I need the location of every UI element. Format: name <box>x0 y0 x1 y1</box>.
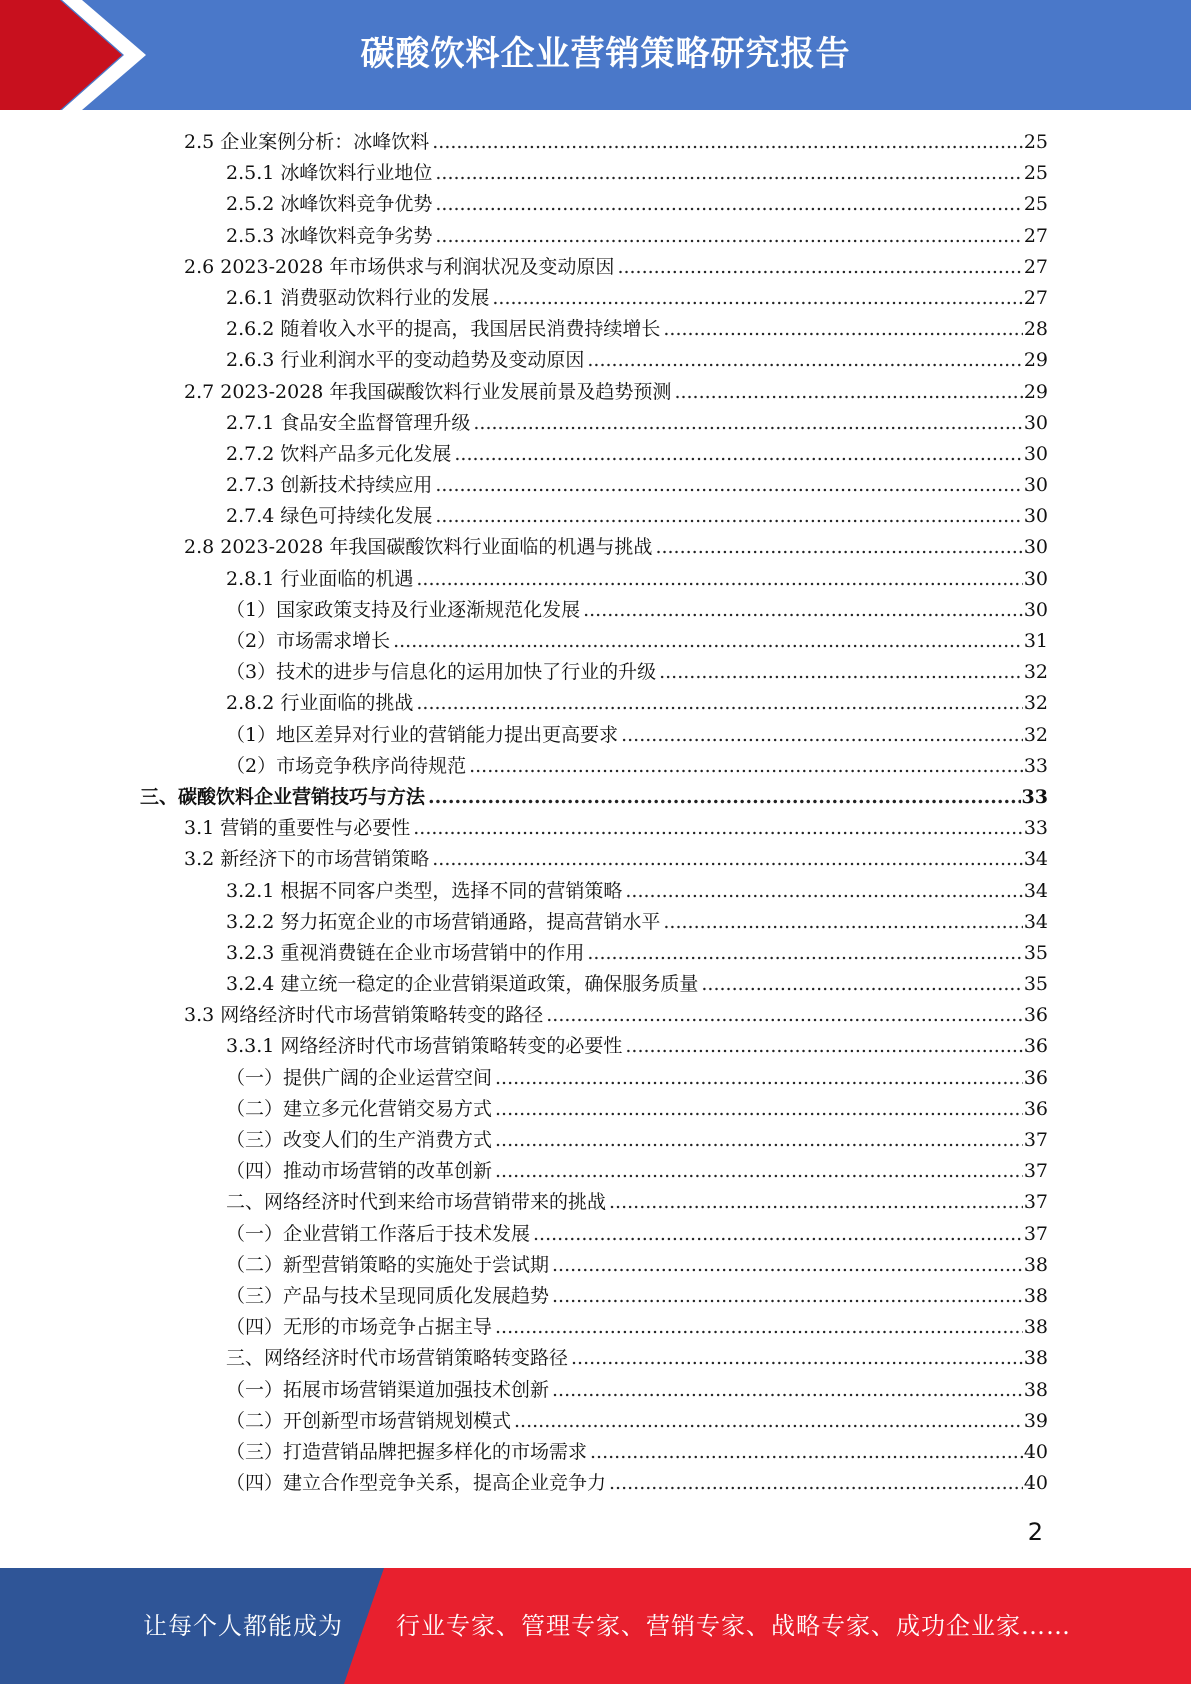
toc-entry[interactable] <box>140 1187 1048 1218</box>
toc-entry-label: 2.6.2 随着收入水平的提高，我国居民消费持续增长 <box>226 318 661 341</box>
toc-dot-leader <box>492 283 1022 314</box>
toc-dot-leader <box>495 1063 1023 1094</box>
toc-entry-page: 32 <box>1023 661 1048 684</box>
toc-entry-page: 36 <box>1023 1066 1048 1089</box>
toc-dot-leader <box>435 501 1022 532</box>
toc-entry[interactable] <box>140 1406 1048 1437</box>
toc-entry-page: 30 <box>1023 442 1048 465</box>
toc-entry[interactable] <box>140 1156 1048 1187</box>
page-number: 2 <box>1027 1518 1043 1546</box>
toc-entry[interactable] <box>140 1000 1048 1031</box>
toc-entry-label: （1）地区差异对行业的营销能力提出更高要求 <box>226 723 619 746</box>
toc-entry-label: （一）拓展市场营销渠道加强技术创新 <box>226 1378 550 1401</box>
toc-entry[interactable] <box>140 1063 1048 1094</box>
toc-entry-page: 33 <box>1023 754 1048 777</box>
toc-entry-label: 2.7.4 绿色可持续化发展 <box>226 505 433 528</box>
toc-entry[interactable] <box>140 1343 1048 1374</box>
toc-entry-label: 2.6 2023-2028 年市场供求与利润状况及变动原因 <box>184 255 615 278</box>
toc-dot-leader <box>590 1437 1023 1468</box>
toc-entry-page: 39 <box>1023 1409 1048 1432</box>
toc-dot-leader <box>701 969 1022 1000</box>
toc-entry-label: 2.6.3 行业利润水平的变动趋势及变动原因 <box>226 349 585 372</box>
toc-dot-leader <box>674 377 1022 408</box>
toc-entry-page: 28 <box>1023 318 1048 341</box>
toc-entry[interactable] <box>140 626 1048 657</box>
toc-dot-leader <box>514 1406 1023 1437</box>
toc-entry[interactable] <box>140 688 1048 719</box>
toc-entry-label: （三）打造营销品牌把握多样化的市场需求 <box>226 1440 588 1463</box>
toc-dot-leader <box>546 1000 1023 1031</box>
toc-entry-page: 38 <box>1023 1253 1048 1276</box>
toc-entry-page: 36 <box>1023 1097 1048 1120</box>
toc-entry[interactable] <box>140 532 1048 563</box>
toc-entry[interactable] <box>140 1312 1048 1343</box>
toc-entry[interactable] <box>140 377 1048 408</box>
toc-entry[interactable] <box>140 1031 1048 1062</box>
toc-dot-leader <box>435 221 1022 252</box>
toc-entry-label: （四）建立合作型竞争关系，提高企业竞争力 <box>226 1472 607 1495</box>
toc-entry-page: 30 <box>1023 474 1048 497</box>
toc-dot-leader <box>432 844 1023 875</box>
toc-entry[interactable] <box>140 1281 1048 1312</box>
toc-entry[interactable] <box>140 969 1048 1000</box>
toc-entry-label: （3）技术的进步与信息化的运用加快了行业的升级 <box>226 661 657 684</box>
toc-entry[interactable] <box>140 501 1048 532</box>
toc-entry-page: 30 <box>1023 505 1048 528</box>
toc-entry-label: 二、网络经济时代到来给市场营销带来的挑战 <box>226 1191 607 1214</box>
toc-entry-page: 40 <box>1023 1440 1048 1463</box>
toc-entry-label: （一）提供广阔的企业运营空间 <box>226 1066 493 1089</box>
toc-dot-leader <box>435 470 1022 501</box>
toc-entry[interactable] <box>140 127 1048 158</box>
toc-dot-leader <box>495 1156 1023 1187</box>
toc-entry[interactable] <box>140 345 1048 376</box>
toc-dot-leader <box>495 1312 1023 1343</box>
toc-entry-label: 2.6.1 消费驱动饮料行业的发展 <box>226 286 490 309</box>
toc-dot-leader <box>469 751 1023 782</box>
toc-entry-label: （三）改变人们的生产消费方式 <box>226 1129 493 1151</box>
toc-entry[interactable] <box>140 158 1048 189</box>
toc-entry[interactable] <box>140 595 1048 626</box>
toc-entry-label: 3.2 新经济下的市场营销策略 <box>184 848 430 871</box>
toc-entry-label: （三）产品与技术呈现同质化发展趋势 <box>226 1284 550 1307</box>
toc-entry-page: 25 <box>1023 131 1048 153</box>
toc-entry-page: 32 <box>1023 723 1048 746</box>
toc-dot-leader <box>621 720 1023 751</box>
toc-entry-page: 27 <box>1023 224 1048 247</box>
toc-dot-leader <box>435 189 1022 220</box>
toc-entry[interactable] <box>140 938 1048 969</box>
toc-dot-leader <box>495 1094 1023 1125</box>
toc-entry-label: 3.2.1 根据不同客户类型，选择不同的营销策略 <box>226 879 623 902</box>
toc-entry-page: 27 <box>1023 255 1048 278</box>
toc-entry[interactable] <box>140 189 1048 220</box>
toc-dot-leader <box>625 1031 1022 1062</box>
toc-entry-page: 38 <box>1023 1316 1048 1339</box>
footer-slogan-right: 行业专家、管理专家、营销专家、战略专家、成功企业家…… <box>396 1612 1071 1640</box>
toc-entry-page: 34 <box>1023 910 1048 933</box>
toc-dot-leader <box>663 314 1022 345</box>
toc-entry-page: 27 <box>1023 286 1048 309</box>
toc-entry[interactable] <box>140 314 1048 345</box>
toc-entry[interactable] <box>140 1125 1048 1156</box>
toc-entry-page: 29 <box>1023 349 1048 372</box>
toc-dot-leader <box>533 1219 1023 1250</box>
toc-dot-leader <box>625 876 1022 907</box>
toc-entry-label: （二）开创新型市场营销规划模式 <box>226 1409 512 1432</box>
toc-entry[interactable] <box>140 564 1048 595</box>
toc-entry[interactable] <box>140 221 1048 252</box>
table-of-contents <box>140 127 1048 1499</box>
toc-dot-leader <box>435 158 1022 189</box>
toc-entry-page: 40 <box>1023 1472 1048 1495</box>
toc-entry[interactable] <box>140 720 1048 751</box>
toc-entry[interactable] <box>140 1437 1048 1468</box>
toc-entry-page: 30 <box>1023 411 1048 434</box>
toc-entry-page: 31 <box>1023 630 1048 652</box>
toc-dot-leader <box>587 345 1022 376</box>
toc-dot-leader <box>571 1343 1023 1374</box>
toc-entry-label: 3.3.1 网络经济时代市场营销策略转变的必要性 <box>226 1035 623 1058</box>
toc-dot-leader <box>428 782 1021 813</box>
report-footer <box>0 1568 1191 1684</box>
toc-entry-label: 3.2.3 重视消费链在企业市场营销中的作用 <box>226 941 585 964</box>
toc-entry[interactable] <box>140 876 1048 907</box>
toc-dot-leader <box>617 252 1022 283</box>
toc-entry[interactable] <box>140 844 1048 875</box>
toc-entry-label: 2.8.1 行业面临的机遇 <box>226 567 414 590</box>
toc-entry-page: 38 <box>1023 1378 1048 1401</box>
toc-dot-leader <box>552 1250 1023 1281</box>
toc-entry-label: 3.2.2 努力拓宽企业的市场营销通路，提高营销水平 <box>226 910 661 933</box>
toc-entry-page: 37 <box>1023 1129 1048 1151</box>
toc-dot-leader <box>659 657 1023 688</box>
toc-entry-label: （1）国家政策支持及行业逐渐规范化发展 <box>226 598 581 621</box>
toc-entry[interactable] <box>140 470 1048 501</box>
toc-entry-label: 3.2.4 建立统一稳定的企业营销渠道政策，确保服务质量 <box>226 973 699 996</box>
toc-entry-page: 29 <box>1023 380 1048 403</box>
toc-entry[interactable] <box>140 1094 1048 1125</box>
toc-entry[interactable] <box>140 283 1048 314</box>
toc-entry[interactable] <box>140 1219 1048 1250</box>
toc-entry-label: （四）推动市场营销的改革创新 <box>226 1160 493 1183</box>
toc-entry-page: 32 <box>1023 692 1048 715</box>
toc-dot-leader <box>413 813 1023 844</box>
toc-entry-label: 2.5.3 冰峰饮料竞争劣势 <box>226 224 433 247</box>
toc-dot-leader <box>552 1281 1023 1312</box>
toc-entry-page: 37 <box>1023 1191 1048 1214</box>
toc-entry-label: 3.3 网络经济时代市场营销策略转变的路径 <box>184 1004 544 1027</box>
toc-dot-leader <box>416 564 1022 595</box>
toc-entry-page: 30 <box>1023 598 1048 621</box>
toc-entry-label: 2.8.2 行业面临的挑战 <box>226 692 414 715</box>
toc-entry-page: 38 <box>1023 1284 1048 1307</box>
toc-entry[interactable] <box>140 907 1048 938</box>
toc-dot-leader <box>454 439 1022 470</box>
toc-entry[interactable] <box>140 782 1048 813</box>
toc-entry-page: 25 <box>1023 193 1048 216</box>
toc-entry-page: 33 <box>1023 817 1048 840</box>
toc-entry[interactable] <box>140 1250 1048 1281</box>
toc-entry-page: 37 <box>1023 1222 1048 1245</box>
toc-entry-page: 30 <box>1023 536 1048 559</box>
toc-entry[interactable] <box>140 657 1048 688</box>
toc-entry-page: 30 <box>1023 567 1048 590</box>
toc-dot-leader <box>655 532 1022 563</box>
toc-dot-leader <box>432 127 1023 158</box>
toc-entry-label: （二）建立多元化营销交易方式 <box>226 1097 493 1120</box>
toc-entry-label: （2）市场需求增长 <box>226 630 391 652</box>
toc-dot-leader <box>663 907 1022 938</box>
toc-entry[interactable] <box>140 1375 1048 1406</box>
toc-entry-page: 25 <box>1023 162 1048 185</box>
toc-entry-label: 3.1 营销的重要性与必要性 <box>184 817 411 840</box>
toc-entry-label: 2.7 2023-2028 年我国碳酸饮料行业发展前景及趋势预测 <box>184 380 672 403</box>
toc-entry-label: 三、碳酸饮料企业营销技巧与方法 <box>140 785 426 808</box>
toc-entry-page: 36 <box>1023 1035 1048 1058</box>
toc-entry[interactable] <box>140 252 1048 283</box>
toc-entry-label: （2）市场竞争秩序尚待规范 <box>226 754 467 777</box>
toc-entry-page: 33 <box>1021 785 1048 808</box>
toc-dot-leader <box>609 1468 1023 1499</box>
toc-dot-leader <box>552 1375 1023 1406</box>
toc-entry[interactable] <box>140 1468 1048 1499</box>
toc-dot-leader <box>495 1125 1023 1156</box>
toc-entry-page: 37 <box>1023 1160 1048 1183</box>
toc-entry[interactable] <box>140 408 1048 439</box>
toc-entry-label: 2.5.2 冰峰饮料竞争优势 <box>226 193 433 216</box>
toc-dot-leader <box>393 626 1023 657</box>
toc-entry-label: （二）新型营销策略的实施处于尝试期 <box>226 1253 550 1276</box>
toc-entry-label: 2.5 企业案例分析：冰峰饮料 <box>184 131 430 153</box>
toc-entry-page: 35 <box>1023 941 1048 964</box>
toc-entry-label: （一）企业营销工作落后于技术发展 <box>226 1222 531 1245</box>
toc-entry-label: （四）无形的市场竞争占据主导 <box>226 1316 493 1339</box>
toc-entry-label: 2.8 2023-2028 年我国碳酸饮料行业面临的机遇与挑战 <box>184 536 653 559</box>
toc-entry[interactable] <box>140 751 1048 782</box>
toc-entry-page: 35 <box>1023 973 1048 996</box>
toc-entry-label: 2.7.1 食品安全监督管理升级 <box>226 411 471 434</box>
footer-slogan-left: 让每个人都能成为 <box>143 1612 343 1640</box>
toc-dot-leader <box>587 938 1022 969</box>
toc-dot-leader <box>473 408 1022 439</box>
toc-entry-page: 36 <box>1023 1004 1048 1027</box>
toc-dot-leader <box>416 688 1022 719</box>
toc-dot-leader <box>583 595 1023 626</box>
toc-entry[interactable] <box>140 813 1048 844</box>
toc-entry-page: 34 <box>1023 879 1048 902</box>
toc-entry-label: 2.7.2 饮料产品多元化发展 <box>226 442 452 465</box>
toc-dot-leader <box>609 1187 1023 1218</box>
report-title: 碳酸饮料企业营销策略研究报告 <box>360 34 851 74</box>
toc-entry-page: 34 <box>1023 848 1048 871</box>
report-header <box>0 0 1191 110</box>
toc-entry-label: 2.5.1 冰峰饮料行业地位 <box>226 162 433 185</box>
toc-entry-page: 38 <box>1023 1347 1048 1370</box>
toc-entry-label: 三、网络经济时代市场营销策略转变路径 <box>226 1347 569 1370</box>
toc-entry-label: 2.7.3 创新技术持续应用 <box>226 474 433 497</box>
toc-entry[interactable] <box>140 439 1048 470</box>
